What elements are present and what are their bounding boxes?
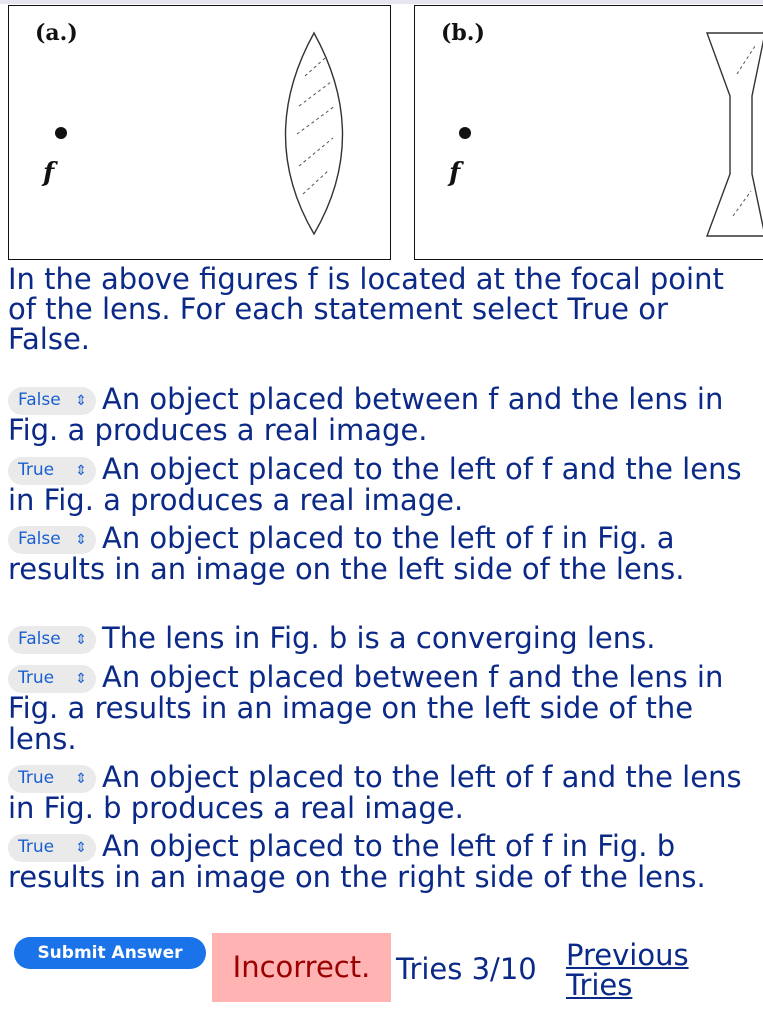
figure-a [8,5,391,260]
question-intro: In the above figures f is located at the focal point of the lens. For each statement select True or False. [8,262,724,356]
statement-text: An object placed to the left of f and the lens in Fig. a produces a real image. [8,452,742,517]
previous-tries-label-line2: Tries [566,968,633,1002]
figure-b-label: (b.) [441,20,485,46]
chevron-up-down-icon: ⇕ [75,670,87,687]
statement-text: The lens in Fig. b is a converging lens. [102,621,656,655]
statement-4 [8,623,760,654]
statement-5 [8,662,760,755]
statement-3 [8,523,760,585]
chevron-up-down-icon: ⇕ [75,631,87,648]
statement-6 [8,762,760,824]
select-value: False [18,629,61,649]
true-false-select[interactable] [8,387,96,415]
statement-7 [8,831,760,893]
select-value: True [18,768,55,788]
true-false-select[interactable] [8,457,96,485]
chevron-up-down-icon: ⇕ [75,392,87,409]
select-value: False [18,390,61,410]
true-false-select[interactable] [8,626,96,654]
statement-1 [8,384,760,446]
statement-text: An object placed between f and the lens in Fig. a produces a real image. [8,382,724,447]
previous-tries-link[interactable] [566,940,689,1000]
top-bar [0,0,763,4]
focal-point-label: f [43,158,55,188]
chevron-up-down-icon: ⇕ [75,531,87,548]
true-false-select[interactable] [8,526,96,554]
statement-2 [8,454,760,516]
chevron-up-down-icon: ⇕ [75,462,87,479]
select-value: True [18,837,55,857]
submit-answer-button[interactable]: Submit Answer [14,937,206,969]
select-value: True [18,460,55,480]
true-false-select[interactable] [8,665,96,693]
statement-text: An object placed between f and the lens in Fig. a results in an image on the left side of the lens. [8,660,724,756]
figure-a-label: (a.) [35,20,78,46]
select-value: False [18,529,61,549]
tries-counter: Tries 3/10 [396,952,537,986]
chevron-up-down-icon: ⇕ [75,770,87,787]
previous-tries-label-line1: Previous [566,938,689,972]
chevron-up-down-icon: ⇕ [75,839,87,856]
true-false-select[interactable] [8,765,96,793]
select-value: True [18,668,55,688]
statement-text: An object placed to the left of f and the lens in Fig. b produces a real image. [8,760,742,825]
focal-point-label: f [449,158,461,188]
figure-b [414,5,763,260]
true-false-select[interactable] [8,834,96,862]
statement-text: An object placed to the left of f in Fig. a results in an image on the left side of the lens. [8,521,685,586]
statement-text: An object placed to the left of f in Fig. b results in an image on the right side of the lens. [8,829,706,894]
feedback-badge: Incorrect. [212,933,391,1002]
